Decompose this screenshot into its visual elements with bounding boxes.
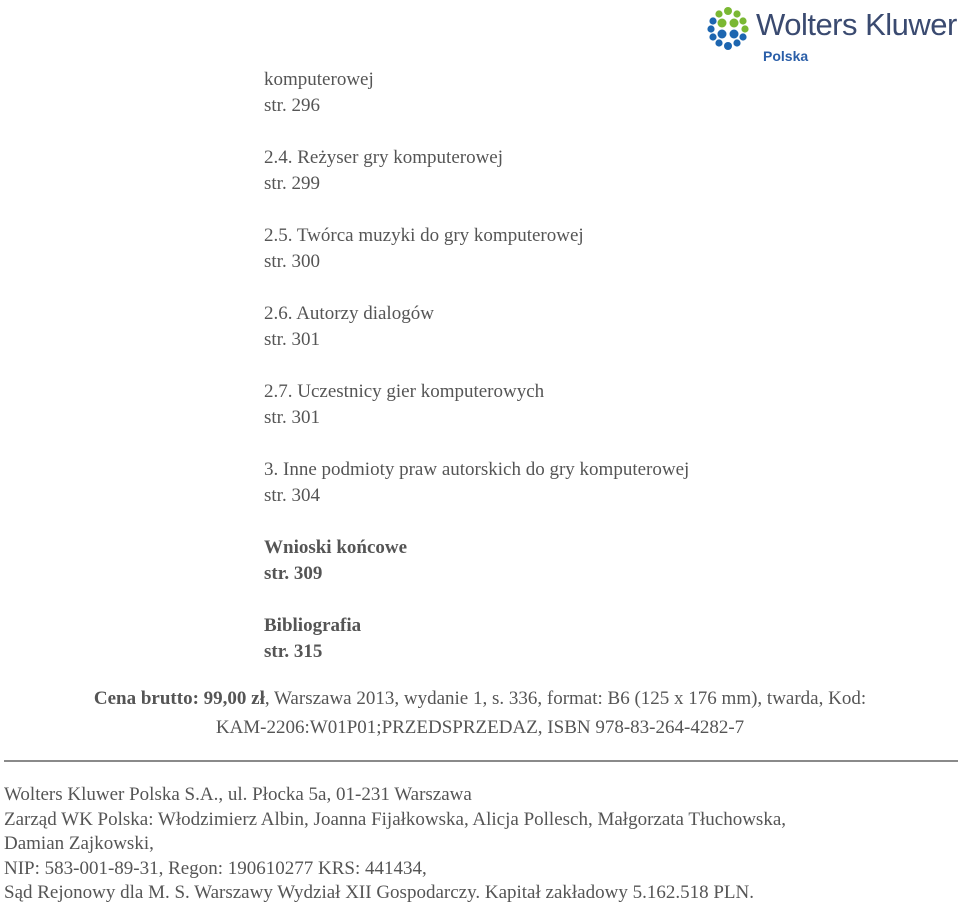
- footer-line: NIP: 583-001-89-31, Regon: 190610277 KRS: 441434,: [4, 857, 427, 879]
- toc-entry-title: Wnioski końcowe: [264, 537, 408, 558]
- toc-entry-title: komputerowej: [264, 69, 374, 90]
- footer-line: Damian Zajkowski,: [4, 833, 154, 854]
- logo-name: Wolters Kluwer: [756, 7, 957, 42]
- divider: [4, 760, 958, 762]
- toc-entry-page: str. 309: [264, 563, 323, 584]
- logo-mark-icon: [706, 6, 750, 50]
- toc-entry-title: 2.5. Twórca muzyki do gry komputerowej: [264, 225, 584, 246]
- footer-line: Zarząd WK Polska: Włodzimierz Albin, Joanna Fijałkowska, Alicja Pollesch, Małgorzata Tłuchowska,: [4, 808, 786, 830]
- toc-entry-page: str. 300: [264, 251, 320, 272]
- toc-entry: [264, 223, 944, 275]
- toc-entry-title: 2.6. Autorzy dialogów: [264, 303, 434, 324]
- price-line-1: [4, 684, 956, 713]
- toc-entry-page: str. 315: [264, 641, 323, 662]
- toc-entry: [264, 457, 944, 509]
- price-label: Cena brutto: 99,00 zł: [93, 688, 265, 709]
- toc-entry-page: str. 304: [264, 485, 320, 506]
- toc-entry-title: Bibliografia: [264, 615, 362, 636]
- toc-entry-title: 2.7. Uczestnicy gier komputerowych: [264, 381, 545, 402]
- toc-entry-page: str. 301: [264, 329, 320, 350]
- footer-line: Wolters Kluwer Polska S.A., ul. Płocka 5a, 01-231 Warszawa: [4, 784, 472, 805]
- toc-entry-page: str. 296: [264, 95, 320, 116]
- toc-entry-conclusions: [264, 535, 944, 587]
- toc-entry: [264, 379, 944, 431]
- toc-entry-bibliography: [264, 613, 944, 665]
- table-of-contents: [264, 67, 944, 691]
- toc-entry: [264, 301, 944, 353]
- company-footer: [4, 783, 956, 906]
- toc-entry: [264, 67, 944, 119]
- publication-details: , Warszawa 2013, wydanie 1, s. 336, format: B6 (125 x 176 mm), twarda, Kod:: [264, 688, 867, 709]
- toc-entry-title: 3. Inne podmioty praw autorskich do gry komputerowej: [264, 459, 690, 480]
- price-info: [4, 684, 956, 742]
- footer-line: Sąd Rejonowy dla M. S. Warszawy Wydział XII Gospodarczy. Kapitał zakładowy 5.162.518 PLN.: [4, 882, 754, 903]
- logo-subtitle: Polska: [763, 48, 809, 64]
- toc-entry-page: str. 299: [264, 173, 320, 194]
- toc-entry: [264, 145, 944, 197]
- toc-entry-title: 2.4. Reżyser gry komputerowej: [264, 147, 504, 168]
- wolters-kluwer-logo: [704, 4, 960, 66]
- price-line-2: KAM-2206:W01P01;PRZEDSPRZEDAZ, ISBN 978-83-264-4282-7: [215, 717, 745, 738]
- toc-entry-page: str. 301: [264, 407, 320, 428]
